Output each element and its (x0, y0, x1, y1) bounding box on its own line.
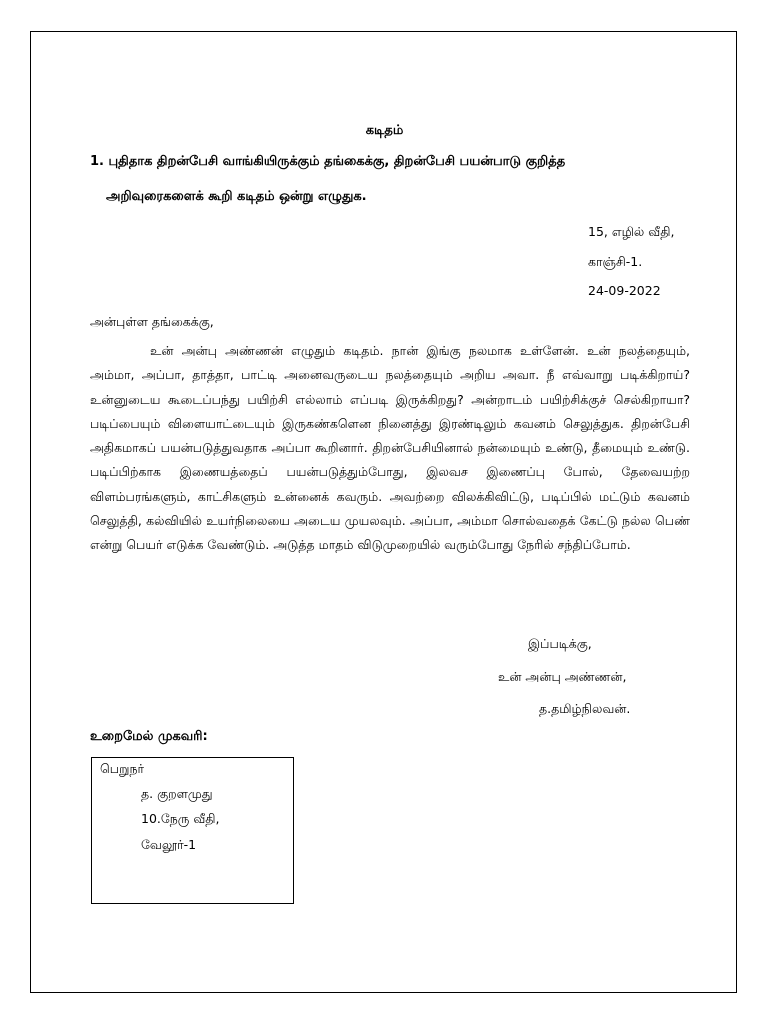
recipient-city: வேலூர்-1 (141, 837, 197, 852)
recipient-name: த. குறளமுது (141, 786, 213, 801)
signature: த.தமிழ்நிலவன். (539, 701, 631, 716)
closing-phrase: இப்படிக்கு, (528, 636, 592, 651)
salutation: அன்புள்ள தங்கைக்கு, (90, 314, 214, 329)
recipient-street: 10.நேரு வீதி, (141, 811, 220, 826)
question-line-1: 1. புதிதாக திறன்பேசி வாங்கியிருக்கும் தங்கைக்கு, திறன்பேசி பயன்பாடு குறித்த (90, 154, 566, 169)
letter-body-paragraph: உன் அன்பு அண்ணன் எழுதும் கடிதம். நான் இங்கு நலமாக உள்ளேன். உன் நலத்தையும், அம்மா, அப்பா, தாத்தா, பாட்டி அனைவருடைய நலத்தையும் அறிய அவா. நீ எவ்வாறு படிக்கிறாய்? உன்னுடைய கூடைப்பந்து பயிற்சி எல்லாம் எப்படி இருக்கிறது? அன்றாடம் பயிற்சிக்குச் செல்கிறாயா? படிப்பையும் விளையாட்டையும் இருகண்களென நினைத்து இரண்டிலும் கவனம் செலுத்துக. திறன்பேசி அதிகமாகப் பயன்படுத்துவதாக அப்பா கூறினார். திறன்பேசியினால் நன்மையும் உண்டு, தீமையும் உண்டு. படிப்பிற்காக இணையத்தைப் பயன்படுத்தும்போது, இலவச இணைப்பு போல், தேவையற்ற விளம்பரங்களும், காட்சிகளும் உன்னைக் கவரும். அவற்றை விலக்கிவிட்டு, படிப்பில் மட்டும் கவனம் செலுத்தி, கல்வியில் உயர்நிலையை அடைய முயலவும். அப்பா, அம்மா சொல்வதைக் கேட்டு நல்ல பெண் என்று பெயர் எடுக்க வேண்டும். அடுத்த மாதம் விடுமுறையில் வரும்போது நேரில் சந்திப்போம். (90, 343, 690, 553)
letter-date: 24-09-2022 (588, 283, 661, 298)
letter-body (90, 339, 690, 558)
letter-page (30, 31, 737, 993)
question-line-2: அறிவுரைகளைக் கூறி கடிதம் ஒன்று எழுதுக. (106, 189, 367, 204)
sender-street: 15, எழில் வீதி, (588, 224, 675, 239)
envelope-heading: உறைமேல் முகவரி: (90, 729, 208, 744)
sender-city: காஞ்சி-1. (588, 254, 643, 269)
closing-relation: உன் அன்பு அண்ணன், (498, 669, 627, 684)
letter-title: கடிதம் (365, 123, 404, 138)
envelope-address-box (91, 757, 294, 904)
recipient-label: பெறுநர் (100, 761, 145, 776)
